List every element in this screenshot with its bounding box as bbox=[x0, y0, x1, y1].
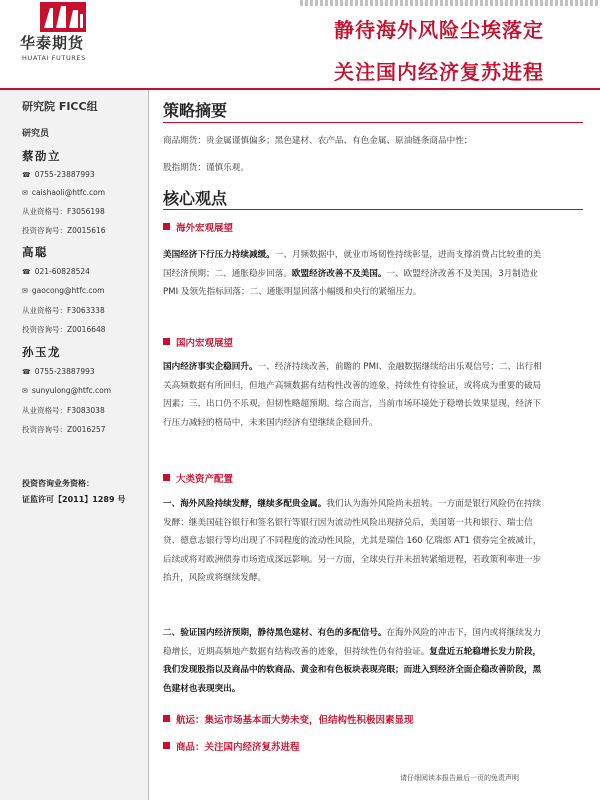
overseas-macro-paragraph: 美国经济下行压力持续减缓。一、月频数据中，就业市场韧性持续彰显，进而支撑消费占比较重的美国经济预期；二、通胀稳步回落。欧盟经济改善不及美国。一、欧盟经济改善不及美国，3月制造业 PMI 及领先指标回落；二、通胀明显回落小幅缓和央行的紧缩压力。 bbox=[163, 250, 542, 298]
square-bullet-icon bbox=[163, 474, 170, 481]
square-bullet-icon bbox=[163, 742, 170, 749]
department-label: 研究院 FICC组 bbox=[22, 100, 98, 113]
logo-text-en: HUATAI FUTURES bbox=[22, 54, 86, 62]
section-title: 海外宏观展望 bbox=[163, 220, 233, 234]
report-title-line2: 关注国内经济复苏进程 bbox=[334, 60, 544, 84]
report-title-line1: 静待海外风险尘埃落定 bbox=[334, 18, 544, 42]
analyst-phone: ☎ 0755-23887993 bbox=[22, 367, 95, 376]
qualification-label: 投资咨询业务资格： bbox=[22, 479, 94, 488]
section-title: 航运：集运市场基本面大势未变，但结构性积极因素显现 bbox=[163, 712, 414, 726]
section-title: 国内宏观展望 bbox=[163, 335, 233, 349]
strategy-index-futures: 股指期货：谨慎乐观。 bbox=[163, 163, 249, 173]
core-views-heading: 核心观点 bbox=[163, 189, 228, 208]
phone-icon: ☎ bbox=[22, 268, 31, 276]
analyst-name: 蔡劭立 bbox=[22, 149, 61, 163]
header-top-line bbox=[300, 0, 600, 6]
disclaimer-note: 请仔细阅读本报告最后一页的免责声明 bbox=[400, 774, 519, 782]
analyst-name: 孙玉龙 bbox=[22, 345, 61, 359]
strategy-heading: 策略摘要 bbox=[163, 101, 228, 120]
analyst-license: 从业资格号：F3063338 bbox=[22, 306, 105, 315]
analyst-email[interactable]: ✉ caishaoli@htfc.com bbox=[22, 188, 106, 197]
heading-rule bbox=[163, 209, 583, 210]
heading-rule bbox=[163, 122, 583, 123]
analyst-license: 从业资格号：F3083038 bbox=[22, 406, 105, 415]
strategy-commodities: 商品期货：贵金属谨慎偏多；黑色建材、农产品、有色金属、原油链条商品中性； bbox=[163, 136, 473, 146]
section-title: 大类资产配置 bbox=[163, 471, 233, 485]
analyst-email[interactable]: ✉ sunyulong@htfc.com bbox=[22, 386, 112, 395]
company-logo bbox=[18, 2, 108, 66]
huatai-logo-icon bbox=[40, 2, 86, 32]
license-number: 证监许可【2011】1289 号 bbox=[22, 495, 126, 504]
asset-allocation-paragraph-1: 一、海外风险持续发酵，继续多配贵金属。我们认为海外风险尚未扭转。一方面是银行风险仍在持续发酵：继美国硅谷银行和签名银行等银行因为流动性风险出现挤兑后，美国第一共和银行、瑞士信贷、德意志银行等均出现了不同程度的流动性风险，尤其是瑞信 160 亿瑞郎 AT1 债券完全被减计，后续或将对欧洲债券市场造成深远影响。另一方面，全球央行并未扭转紧缩进程，若政策利率进一步抬升，风险或将继续发酵。 bbox=[163, 499, 542, 584]
domestic-macro-paragraph: 国内经济事实企稳回升。一、经济持续改善，前瞻的 PMI、金融数据继续给出乐观信号；二、出行相关高频数据有所回归，但地产高频数据有结构性改善的迹象，持续性有待验证，或将成为重要的破局因素；三、出口仍不乐观，但韧性略超预期。综合而言，当前市场环境处于稳增长效果显现，经济下行压力减轻的格局中，未来国内经济有望继续企稳回升。 bbox=[163, 362, 542, 428]
author-sidebar bbox=[0, 90, 148, 800]
mail-icon: ✉ bbox=[22, 387, 28, 395]
analyst-phone: ☎ 0755-23887993 bbox=[22, 170, 95, 179]
analyst-consult-number: 投资咨询号：Z0016257 bbox=[22, 425, 106, 434]
report-body bbox=[149, 90, 600, 800]
square-bullet-icon bbox=[163, 338, 170, 345]
analyst-name: 高聪 bbox=[22, 245, 48, 259]
mail-icon: ✉ bbox=[22, 189, 28, 197]
analyst-email[interactable]: ✉ gaocong@htfc.com bbox=[22, 286, 105, 295]
analyst-phone: ☎ 021-60828524 bbox=[22, 267, 90, 276]
report-header bbox=[0, 0, 600, 88]
phone-icon: ☎ bbox=[22, 171, 31, 179]
mail-icon: ✉ bbox=[22, 287, 28, 295]
analyst-consult-number: 投资咨询号：Z0015616 bbox=[22, 226, 106, 235]
analyst-consult-number: 投资咨询号：Z0016648 bbox=[22, 325, 106, 334]
square-bullet-icon bbox=[163, 715, 170, 722]
asset-allocation-paragraph-2: 二、验证国内经济预期，静待黑色建材、有色的多配信号。在海外风险的冲击下，国内或将继续发力稳增长，近期高频地产数据有结构改善的迹象，但持续性仍有待验证。复盘近五轮稳增长发力阶段，我们发现股指以及商品中的软商品、黄金和有色板块表现亮眼；而进入到经济全面企稳改善阶段，黑色建材也表现突出。 bbox=[163, 628, 542, 694]
analyst-license: 从业资格号：F3056198 bbox=[22, 207, 105, 216]
square-bullet-icon bbox=[163, 223, 170, 230]
phone-icon: ☎ bbox=[22, 368, 31, 376]
section-title: 商品：关注国内经济复苏进程 bbox=[163, 739, 300, 753]
researchers-heading: 研究员 bbox=[22, 129, 50, 139]
logo-text-cn: 华泰期货 bbox=[20, 34, 85, 52]
